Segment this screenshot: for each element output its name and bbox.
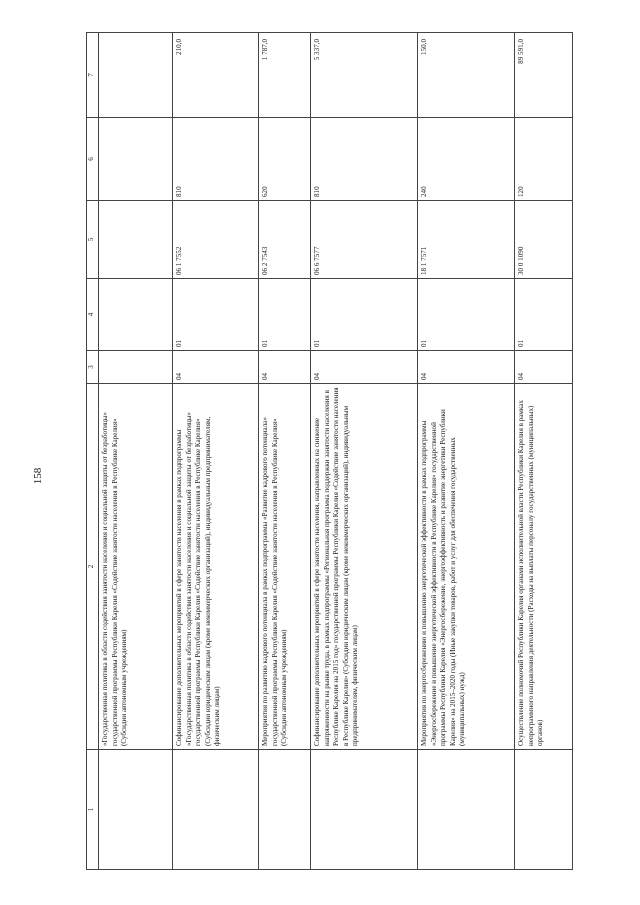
table-row: [311, 33, 418, 870]
cell-expense-type: [99, 118, 173, 201]
cell-section: 04: [259, 351, 311, 384]
cell-section: 04: [418, 351, 515, 384]
cell-amount: 210,0: [173, 33, 259, 118]
table-row: [173, 33, 259, 870]
cell-section: 04: [173, 351, 259, 384]
cell-subsection: 01: [515, 279, 573, 351]
cell-subsection: [99, 279, 173, 351]
cell-amount: 1 787,0: [259, 33, 311, 118]
cell-section: 04: [311, 351, 418, 384]
cell-description: Мероприятия по энергосбережению и повышению энергетической эффективности в рамках подпрограммы «Энергосбережение и повышение энергетической эффективности в Республике Карелия» государственной программы Республики Карелия «Энергосбережение, энергоэффективность и развитие энергетики Республики Карелия» на 2015–2020 годы (Иные закупки товаров, работ и услуг для обеспечения государственных (муниципальных) нужд): [418, 384, 515, 750]
header-col-6: 6: [87, 118, 99, 201]
cell-target-code: 06 2 7543: [259, 201, 311, 279]
cell-empty: [173, 750, 259, 870]
cell-description: Осуществление полномочий Республики Карелия органами исполнительной власти Республики Карелия в рамках непрограммного направления деятельности (Расходы на выплаты персоналу государственных (муниципальных) органов): [515, 384, 573, 750]
cell-description: Софинансирование дополнительных мероприятий в сфере занятости населения, направленных на снижение напряженности на рынке труда, в рамках подпрограммы «Региональная программа поддержки занятости населения в Республике Карелия на 2015 год» государственной программы Республики Карелия «Содействие занятости населения в Республике Карелия» (Субсидии юридическим лицам (кроме некоммерческих организаций), индивидуальным предпринимателям, физическим лицам): [311, 384, 418, 750]
cell-target-code: 06 1 7552: [173, 201, 259, 279]
cell-expense-type: 620: [259, 118, 311, 201]
table-row: [515, 33, 573, 870]
cell-target-code: 06 6 7577: [311, 201, 418, 279]
cell-expense-type: 240: [418, 118, 515, 201]
header-col-1: 1: [87, 750, 99, 870]
header-col-3: 3: [87, 351, 99, 384]
cell-subsection: 01: [311, 279, 418, 351]
header-col-5: 5: [87, 201, 99, 279]
cell-amount: 89 591,0: [515, 33, 573, 118]
cell-amount: 5 337,0: [311, 33, 418, 118]
table-row: [99, 33, 173, 870]
cell-empty: [418, 750, 515, 870]
cell-target-code: 18 1 7571: [418, 201, 515, 279]
cell-empty: [259, 750, 311, 870]
cell-empty: [99, 750, 173, 870]
cell-description: «Государственная политика в области содействия занятости населения и социальной защиты от безработицы» государственной программы Республики Карелия «Содействие занятости населения в Республике Карелия» (Субсидии автономным учреждениям): [99, 384, 173, 750]
cell-amount: [99, 33, 173, 118]
cell-expense-type: 810: [173, 118, 259, 201]
cell-target-code: 30 0 1090: [515, 201, 573, 279]
cell-description: Софинансирование дополнительных мероприятий в сфере занятости населения в рамках подпрограммы «Государственная политика в области содействия занятости населения и социальной защиты от безработицы» государственной программы Республики Карелия «Содействие занятости населения в Республике Карелия» (Субсидии юридическим лицам (кроме некоммерческих организаций), индивидуальным предпринимателям, физическим лицам): [173, 384, 259, 750]
cell-subsection: 01: [259, 279, 311, 351]
cell-empty: [515, 750, 573, 870]
cell-section: [99, 351, 173, 384]
cell-target-code: [99, 201, 173, 279]
header-col-7: 7: [87, 33, 99, 118]
rotated-table-wrapper: [86, 33, 616, 870]
cell-subsection: 01: [173, 279, 259, 351]
cell-subsection: 01: [418, 279, 515, 351]
cell-expense-type: 120: [515, 118, 573, 201]
cell-empty: [311, 750, 418, 870]
header-col-2: 2: [87, 384, 99, 750]
page-number: 158: [32, 467, 44, 485]
budget-table: [86, 32, 573, 870]
table-row: [259, 33, 311, 870]
cell-amount: 150,0: [418, 33, 515, 118]
cell-description: Мероприятия по развитию кадрового потенциала в рамках подпрограммы «Развитие кадрового потенциала» государственной программы Республики Карелия «Содействие занятости населения в Республике Карелия» (Субсидии автономным учреждениям): [259, 384, 311, 750]
cell-expense-type: 810: [311, 118, 418, 201]
cell-section: 04: [515, 351, 573, 384]
table-row: [418, 33, 515, 870]
header-col-4: 4: [87, 279, 99, 351]
table-header-row: [87, 33, 99, 870]
